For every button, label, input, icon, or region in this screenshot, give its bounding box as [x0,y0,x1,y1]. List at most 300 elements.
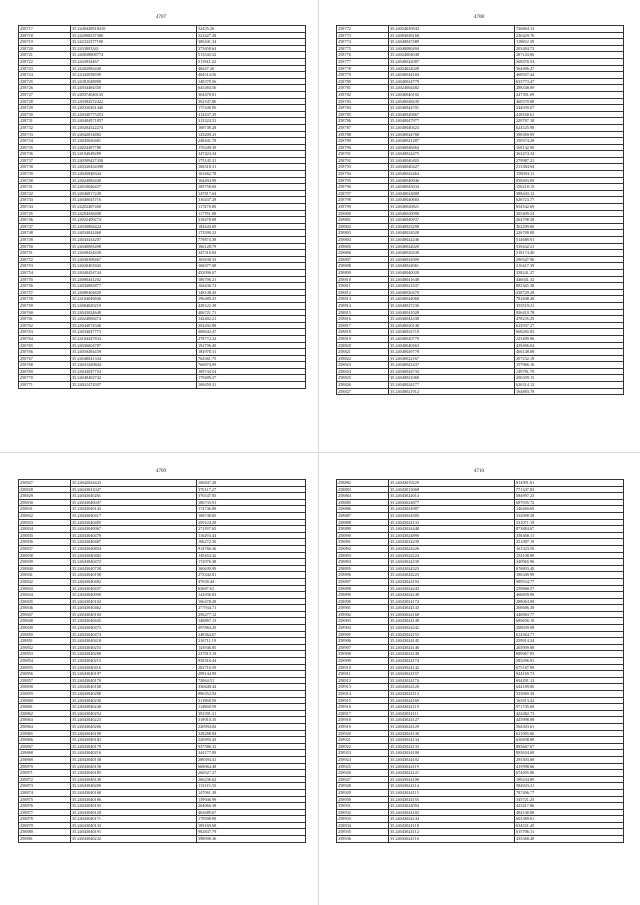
table-row [19,223,306,230]
point-id-cell: 258727 [19,91,71,98]
value-cell: 304478.81 [197,91,306,98]
table-row [337,177,624,184]
value-cell: 175349.96 [197,105,306,112]
value-cell: 893634.69 [515,750,624,757]
value-cell: 237813.19 [197,651,306,658]
value-cell: 52455.26 [197,26,306,33]
table-row [19,763,306,770]
table-row [19,611,306,618]
point-id-cell: 258915 [337,697,389,704]
table-row [19,565,306,572]
point-id-cell: 258731 [19,118,71,125]
coordinate-cell: 35.24043040185 [71,770,197,777]
point-id-cell: 258910 [337,664,389,671]
value-cell: 72864.51 [197,677,306,684]
table-row [337,164,624,171]
value-cell: 259868.57 [515,585,624,592]
table-row [337,750,624,757]
table-row [19,585,306,592]
value-cell: 675187.89 [515,664,624,671]
value-cell: 353519.21 [515,302,624,309]
table-row [337,625,624,632]
coordinate-cell: 35.24204438408 [71,210,197,217]
page-number: 4707 [156,15,166,20]
point-id-cell: 258921 [337,737,389,744]
value-cell: 971745.69 [515,704,624,711]
coordinate-cell: 35.240404971857 [71,118,197,125]
table-row [337,684,624,691]
table-row [19,91,306,98]
value-cell: 626723.77 [515,197,624,204]
table-row [19,480,306,487]
point-id-cell: 258737 [19,157,71,164]
coordinate-cell: 35.24080404820 [71,289,197,296]
coordinate-cell: 35.24043024133 [389,519,515,526]
value-cell: 438729.29 [515,289,624,296]
value-cell: 644189.06 [515,684,624,691]
value-cell: 186706.21 [197,276,306,283]
table-row [337,585,624,592]
page-number: 4710 [474,469,484,474]
value-cell: 192706.40 [197,342,306,349]
value-cell: 147817.64 [197,190,306,197]
value-cell: 347318.84 [197,250,306,257]
table-row [19,230,306,237]
point-id-cell: 258924 [337,756,389,763]
table-row [337,493,624,500]
table-row [19,105,306,112]
value-cell: 814991.61 [515,480,624,487]
coordinate-cell: 35.24043040478 [71,532,197,539]
coordinate-cell: 35.24043040200 [71,783,197,790]
point-id-cell: 258775 [337,45,389,52]
coordinate-cell: 35.24040020438 [389,250,515,257]
coordinate-cell: 35.24043024987 [389,506,515,513]
table-row [337,723,624,730]
table-row [19,638,306,645]
value-cell: 164883.78 [515,388,624,395]
coordinate-cell: 35.2443934467 [71,58,197,65]
table-row [337,65,624,72]
coordinate-cell: 35.24043040186 [71,796,197,803]
coordinate-cell: 35.24043040215 [71,658,197,665]
point-id-cell: 258836 [19,539,71,546]
coordinate-cell: 35.24040024718 [389,329,515,336]
table-row [19,52,306,59]
coordinate-cell: 35.24043040182 [71,737,197,744]
page-number: 4708 [474,15,484,20]
point-id-cell: 258903 [337,618,389,625]
point-id-cell: 258869 [19,756,71,763]
coordinate-cell: 35.24043013068 [389,486,515,493]
table-row [337,691,624,698]
point-id-cell: 258810 [337,276,389,283]
coordinate-cell: 35.24040041648 [389,276,515,283]
value-cell: 938316.44 [197,658,306,665]
value-cell: 771347.82 [515,486,624,493]
table-row [19,658,306,665]
point-id-cell: 258926 [337,770,389,777]
value-cell: 428122.38 [197,302,306,309]
table-row [19,118,306,125]
table-row [19,605,306,612]
table-row [337,532,624,539]
value-cell: 163462.78 [197,171,306,178]
coordinate-cell: 35.24043040728 [71,565,197,572]
point-id-cell: 258896 [337,572,389,579]
value-cell: 168749.28 [197,124,306,131]
table-row [337,829,624,836]
coordinate-cell: 35.24043024174 [389,598,515,605]
point-id-cell: 258929 [337,789,389,796]
coordinate-cell: 35.24040020779 [389,335,515,342]
table-row [337,526,624,533]
coordinate-cell: 35.24084020219 [71,302,197,309]
value-cell: 624525.98 [515,124,624,131]
point-id-cell: 258920 [337,730,389,737]
point-id-cell: 258736 [19,151,71,158]
page-number: 4709 [156,469,166,474]
value-cell: 236429.76 [515,32,624,39]
value-cell: 464514.56 [197,72,306,79]
table-row [337,743,624,750]
table-row [19,796,306,803]
table-row [337,512,624,519]
coordinate-cell: 35.24040021637 [389,283,515,290]
value-cell: 518174.40 [515,250,624,257]
point-id-cell: 258876 [19,803,71,810]
table-row [19,506,306,513]
value-cell: 288348.69 [515,85,624,92]
point-id-cell: 258768 [19,362,71,369]
point-id-cell: 258930 [337,796,389,803]
table-row [19,644,306,651]
point-id-cell: 258763 [19,329,71,336]
coordinate-cell: 35.24034042468 [71,230,197,237]
coordinate-cell: 35.24043040253 [71,644,197,651]
coordinate-cell: 35.24024004048 [389,52,515,59]
point-id-cell: 258925 [337,763,389,770]
value-cell: 154108.89 [515,552,624,559]
coordinate-cell: 35.24043024323 [389,565,515,572]
point-id-cell: 258756 [19,283,71,290]
table-row [19,138,306,145]
point-id-cell: 258872 [19,776,71,783]
table-row [337,204,624,211]
coordinate-cell: 35.24043040206 [71,723,197,730]
value-cell: 288064.08 [515,598,624,605]
coordinate-cell: 35.24043024169 [389,697,515,704]
table-row [19,836,306,843]
table-row [19,276,306,283]
point-id-cell: 258894 [337,559,389,566]
value-cell: 268478.54 [515,58,624,65]
point-id-cell: 258815 [337,309,389,316]
coordinate-cell: 35.24040023298 [389,223,515,230]
table-row [337,105,624,112]
table-row [337,190,624,197]
table-row [337,638,624,645]
coordinate-cell: 35.24043040170 [71,677,197,684]
value-cell: 687935.72 [515,499,624,506]
value-cell: 668064.48 [197,763,306,770]
coordinate-cell: 35.24043434207 [71,237,197,244]
coordinate-cell: 35.24040040192 [389,91,515,98]
table-row [337,697,624,704]
coordinate-cell: 35.24043040472 [71,625,197,632]
coordinate-cell: 35.24043024148 [389,618,515,625]
table-row [337,342,624,349]
coordinate-cell: 35.24043040230 [71,697,197,704]
coordinate-table [336,25,624,395]
value-cell: 446041.32 [515,276,624,283]
coordinate-cell: 35.24043024243 [389,585,515,592]
coordinate-cell: 35.24040040403 [389,157,515,164]
value-cell: 345721.25 [515,796,624,803]
value-cell: 259914.24 [515,638,624,645]
coordinate-cell: 35.24043040418 [71,638,197,645]
coordinate-cell: 35.24044047754 [71,368,197,375]
point-id-cell: 258936 [337,836,389,843]
value-cell: 787496.77 [515,789,624,796]
point-id-cell: 258743 [19,197,71,204]
table-row [19,190,306,197]
table-row [19,691,306,698]
point-id-cell: 258870 [19,763,71,770]
point-id-cell: 258765 [19,342,71,349]
value-cell: 163913.22 [515,697,624,704]
point-id-cell: 258883 [337,486,389,493]
point-id-cell: 258912 [337,677,389,684]
coordinate-cell: 35.24043024157 [389,671,515,678]
coordinate-cell: 35.24043024112 [389,829,515,836]
coordinate-cell: 35.24043040133 [71,822,197,829]
point-id-cell: 258748 [19,230,71,237]
table-row [19,124,306,131]
table-row [337,631,624,638]
table-row [19,545,306,552]
point-id-cell: 258881 [19,836,71,843]
coordinate-cell: 35.24043024115 [389,789,515,796]
coordinate-cell: 35.24043040179 [71,743,197,750]
coordinate-cell: 35.24040024808 [389,190,515,197]
value-cell: 614364.77 [515,631,624,638]
coordinate-cell: 35.24104048289 [71,151,197,158]
value-cell: 332098.38 [515,512,624,519]
point-id-cell: 258740 [19,177,71,184]
coordinate-cell: 35.24043024014 [389,493,515,500]
coordinate-cell: 35.240320201440 [71,105,197,112]
point-id-cell: 258761 [19,316,71,323]
point-id-cell: 258776 [337,52,389,59]
coordinate-table [18,25,306,389]
coordinate-cell: 35.24040047489 [389,39,515,46]
table-row [19,335,306,342]
value-cell: 189169.68 [197,822,306,829]
coordinate-cell: 35.24043024585 [389,512,515,519]
table-row [337,58,624,65]
value-cell: 168748.85 [197,512,306,519]
point-id-cell: 258864 [19,723,71,730]
point-id-cell: 258772 [337,26,389,33]
table-row [337,197,624,204]
table-row [337,243,624,250]
value-cell: 462689.67 [197,809,306,816]
coordinate-cell: 35.24043040168 [71,684,197,691]
coordinate-cell: 35.24043040128 [71,809,197,816]
value-cell: 251087.19 [515,539,624,546]
value-cell: 781848.48 [515,296,624,303]
point-id-cell: 258847 [19,611,71,618]
value-cell: 287143.06 [515,52,624,59]
point-id-cell: 258846 [19,605,71,612]
value-cell: 726864.13 [515,26,624,33]
table-row [19,743,306,750]
point-id-cell: 258807 [337,256,389,263]
coordinate-cell: 35.24040042087 [389,58,515,65]
value-cell: 513543.52 [197,52,306,59]
value-cell: 937586.32 [197,743,306,750]
coordinate-cell: 35.24040044701 [389,105,515,112]
value-cell: 766874.09 [197,362,306,369]
table-row [19,829,306,836]
value-cell: 176349.39 [197,144,306,151]
table-row [19,362,306,369]
coordinate-cell: 35.24040043716 [71,197,197,204]
value-cell: 179409.27 [197,375,306,382]
table-row [19,243,306,250]
value-cell: 205409.24 [515,210,624,217]
table-row [19,204,306,211]
table-row [337,539,624,546]
coordinate-cell: 35.24040024928 [389,230,515,237]
value-cell: 873884.67 [515,526,624,533]
coordinate-cell: 35.24020401843 [71,263,197,270]
value-cell: 216711.19 [197,638,306,645]
point-id-cell: 258783 [337,98,389,105]
point-id-cell: 258741 [19,184,71,191]
point-id-cell: 258760 [19,309,71,316]
coordinate-cell: 35.24040044184 [389,72,515,79]
point-id-cell: 258895 [337,565,389,572]
point-id-cell: 258820 [337,342,389,349]
point-id-cell: 258749 [19,237,71,244]
table-row [337,184,624,191]
coordinate-cell: 35.24043040138 [71,756,197,763]
value-cell: 256277.12 [197,611,306,618]
coordinate-cell: 35.24043024153 [389,631,515,638]
coordinate-cell: 35.24048041334 [71,355,197,362]
value-cell: 278772.32 [197,335,306,342]
coordinate-cell: 35.24040020148 [389,322,515,329]
table-row [337,572,624,579]
coordinate-cell: 35.24043024194 [389,578,515,585]
value-cell: 318910.35 [197,717,306,724]
value-cell: 514688.91 [515,237,624,244]
coordinate-cell: 35.24024082440 [71,177,197,184]
table-row [337,256,624,263]
point-id-cell: 258823 [337,362,389,369]
coordinate-cell: 35.24043024242 [389,625,515,632]
point-id-cell: 258879 [19,822,71,829]
value-cell: 645484.56 [197,85,306,92]
coordinate-cell: 35.24043024111 [389,710,515,717]
point-id-cell: 258818 [337,329,389,336]
coordinate-cell: 35.24043040232 [71,836,197,843]
value-cell: 764361.75 [197,355,306,362]
coordinate-cell: 35.24040020821 [389,204,515,211]
value-cell: 206339.15 [515,375,624,382]
value-cell: 603389.81 [515,816,624,823]
point-id-cell: 258834 [19,526,71,533]
point-id-cell: 258871 [19,770,71,777]
value-cell: 539242.21 [515,243,624,250]
value-cell: 370117.27 [197,486,306,493]
table-row [337,796,624,803]
point-id-cell: 258797 [337,190,389,197]
coordinate-cell: 35.24040080494 [389,45,515,52]
coordinate-cell: 35.24043040168 [71,789,197,796]
value-cell: 143946.85 [197,644,306,651]
table-row [19,184,306,191]
coordinate-cell: 35.24040044733 [389,368,515,375]
value-cell: 689656.19 [515,618,624,625]
table-row [19,65,306,72]
coordinate-cell: 35.240384372422 [71,98,197,105]
value-cell: 156218.15 [515,184,624,191]
point-id-cell: 258730 [19,111,71,118]
value-cell: 186733.91 [197,499,306,506]
point-id-cell: 258805 [337,243,389,250]
coordinate-table [336,479,624,843]
point-id-cell: 258780 [337,78,389,85]
value-cell: 166847.28 [197,480,306,487]
table-row [19,532,306,539]
coordinate-cell: 35.24043024113 [389,691,515,698]
value-cell: 406721.71 [197,309,306,316]
coordinate-cell: 35.24040040937 [389,217,515,224]
table-row [337,349,624,356]
table-row [19,618,306,625]
coordinate-cell: 35.24040027236 [389,302,515,309]
coordinate-cell: 35.24043024114 [389,783,515,790]
point-id-cell: 258826 [337,382,389,389]
value-cell: 149781.79 [515,368,624,375]
value-cell: 220994.84 [197,723,306,730]
table-row [337,237,624,244]
table-row [19,539,306,546]
table-row [19,322,306,329]
table-row [19,177,306,184]
coordinate-cell: 35.24045630481 [71,138,197,145]
point-id-cell: 258722 [19,58,71,65]
value-cell: 531071.19 [515,519,624,526]
value-cell: 273342.81 [197,572,306,579]
table-row [337,309,624,316]
value-cell: 169758.69 [197,184,306,191]
value-cell: 364496.27 [515,65,624,72]
table-row [19,355,306,362]
point-id-cell: 258859 [19,691,71,698]
value-cell: 244039.07 [515,105,624,112]
table-row [337,368,624,375]
point-id-cell: 258819 [337,335,389,342]
table-row [19,783,306,790]
coordinate-cell: 35.24048402742 [71,375,197,382]
coordinate-cell: 35.24040044338 [389,316,515,323]
point-id-cell: 258750 [19,243,71,250]
coordinate-cell: 35.240340775253 [71,111,197,118]
